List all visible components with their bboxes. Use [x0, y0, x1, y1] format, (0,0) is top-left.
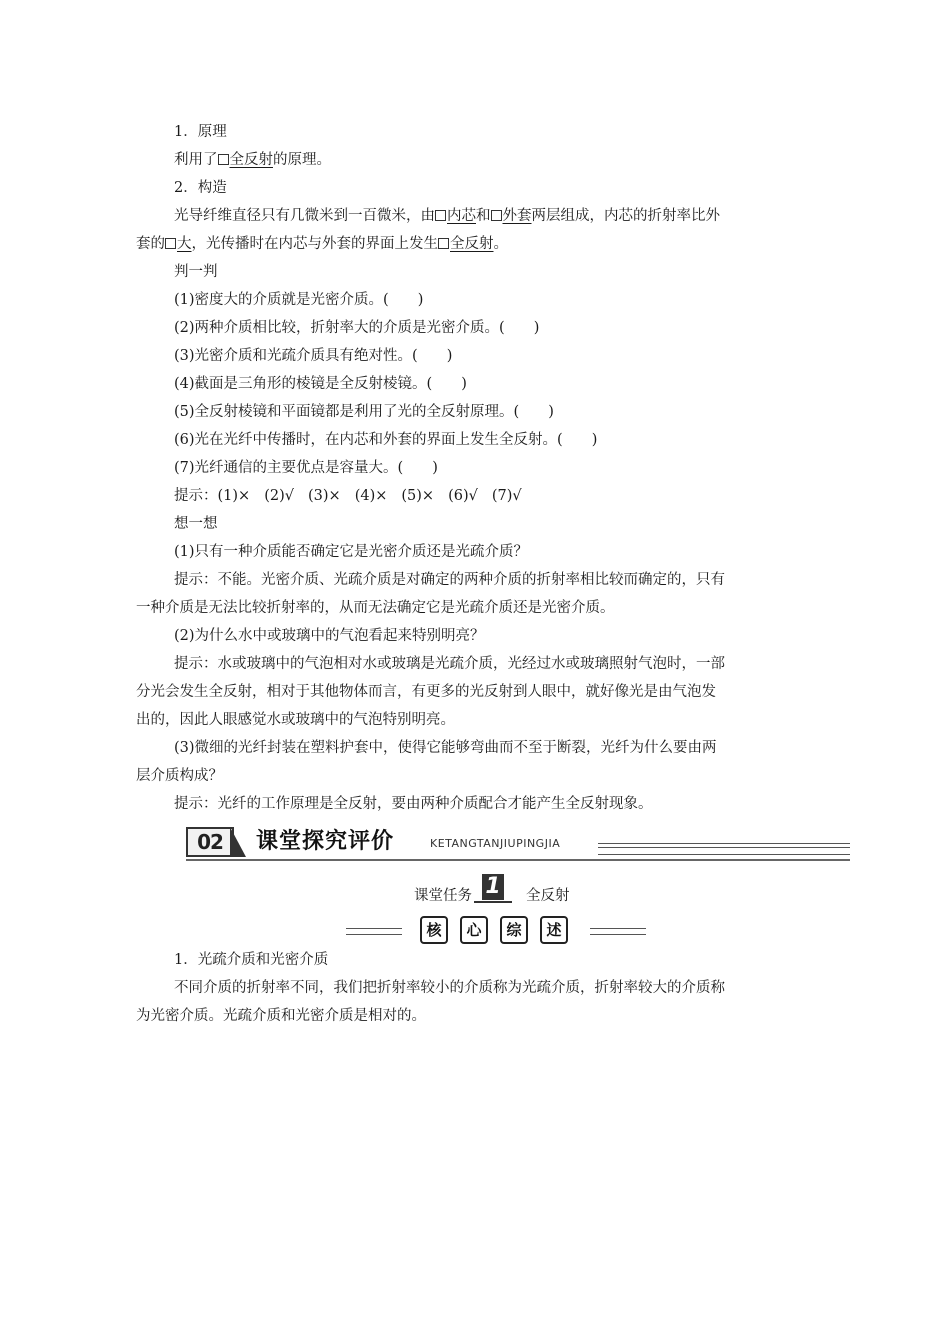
think-answer: 出的，因此人眼感觉水或玻璃中的气泡特别明亮。 — [136, 712, 455, 728]
answer: (2)√ — [264, 488, 294, 504]
answer: (6)√ — [448, 488, 478, 504]
judge-item: (7)光纤通信的主要优点是容量大。( ) — [174, 460, 438, 476]
answer-text: 大 — [177, 236, 192, 252]
paragraph-structure-line2 — [136, 230, 816, 258]
answer-blank — [218, 152, 274, 168]
blank-box-icon — [435, 210, 446, 221]
section-banner — [186, 823, 850, 863]
heading-structure: 2．构造 — [174, 180, 227, 196]
paragraph-structure-line1 — [136, 202, 854, 230]
think-answer: 提示：不能。光密介质、光疏介质是对确定的两种介质的折射率相比较而确定的，只有 — [174, 572, 725, 588]
judge-item: (1)密度大的介质就是光密介质。( ) — [174, 292, 424, 308]
judge-heading: 判一判 — [174, 264, 218, 280]
task-prefix: 课堂任务 — [414, 888, 472, 904]
answer-blank — [491, 208, 532, 224]
judge-answers — [136, 482, 854, 510]
blank-box-icon — [218, 154, 229, 165]
answer: (5)× — [401, 488, 435, 504]
answer-blank — [435, 208, 476, 224]
text: 和 — [476, 208, 491, 224]
section-pinyin: KETANGTANJIUPINGJIA — [430, 837, 561, 850]
body-paragraph: 为光密介质。光疏介质和光密介质是相对的。 — [136, 1008, 426, 1024]
answer: (3)× — [307, 488, 341, 504]
judge-item: (2)两种介质相比较，折射率大的介质是光密介质。( ) — [174, 320, 540, 336]
blank-box-icon — [165, 238, 176, 249]
body-heading: 1．光疏介质和光密介质 — [174, 952, 329, 968]
section-number: 02 — [186, 827, 234, 857]
answer-blank — [165, 236, 192, 252]
banner-slash-icon — [230, 827, 246, 857]
task-heading — [414, 874, 614, 906]
answer: (7)√ — [491, 488, 522, 504]
judge-item: (3)光密介质和光疏介质具有绝对性。( ) — [174, 348, 453, 364]
body-paragraph: 不同介质的折射率不同，我们把折射率较小的介质称为光疏介质，折射率较大的介质称 — [174, 980, 725, 996]
answer-blank — [438, 236, 494, 252]
text: 光导纤维直径只有几微米到一百微米，由 — [174, 208, 435, 224]
think-heading: 想一想 — [174, 516, 218, 532]
text: 的原理。 — [273, 152, 331, 168]
banner-rule-lines — [598, 843, 850, 855]
text: ，光传播时在内芯与外套的界面上发生 — [191, 236, 438, 252]
core-char: 述 — [540, 916, 568, 944]
answer: (1)× — [217, 488, 251, 504]
judge-item: (5)全反射棱镜和平面镜都是利用了光的全反射原理。( ) — [174, 404, 554, 420]
blank-box-icon — [491, 210, 502, 221]
judge-item: (6)光在光纤中传播时，在内芯和外套的界面上发生全反射。( ) — [174, 432, 598, 448]
think-question: 层介质构成？ — [136, 768, 223, 784]
heading-principle: 1．原理 — [174, 124, 227, 140]
think-answer: 一种介质是无法比较折射率的，从而无法确定它是光疏介质还是光密介质。 — [136, 600, 615, 616]
text: 利用了 — [174, 152, 218, 168]
hint-label: 提示： — [174, 488, 218, 504]
answer-text: 内芯 — [447, 208, 476, 224]
answer-text: 外套 — [502, 208, 532, 224]
text: 。 — [493, 236, 508, 252]
task-name: 全反射 — [526, 888, 570, 904]
section-title: 课堂探究评价 — [256, 829, 395, 854]
core-char: 核 — [420, 916, 448, 944]
core-char: 心 — [460, 916, 488, 944]
think-question: (1)只有一种介质能否确定它是光密介质还是光疏介质？ — [174, 544, 529, 560]
think-answer: 分光会发生全反射，相对于其他物体而言，有更多的光反射到人眼中，就好像光是由气泡发 — [136, 684, 716, 700]
answer-text: 全反射 — [229, 152, 273, 168]
core-char: 综 — [500, 916, 528, 944]
think-answer: 提示：水或玻璃中的气泡相对水或玻璃是光疏介质，光经过水或玻璃照射气泡时，一部 — [174, 656, 725, 672]
decor-lines-right — [590, 928, 646, 935]
paragraph-principle — [136, 146, 854, 174]
decor-lines-left — [346, 928, 402, 935]
task-number: 1 — [482, 874, 504, 900]
banner-underline — [186, 859, 850, 861]
answer: (4)× — [354, 488, 388, 504]
blank-box-icon — [438, 238, 449, 249]
text: 两层组成，内芯的折射率比外 — [531, 208, 720, 224]
judge-item: (4)截面是三角形的棱镜是全反射棱镜。( ) — [174, 376, 467, 392]
think-question: (2)为什么水中或玻璃中的气泡看起来特别明亮？ — [174, 628, 485, 644]
think-answer: 提示：光纤的工作原理是全反射，要由两种介质配合才能产生全反射现象。 — [174, 796, 653, 812]
text: 套的 — [136, 236, 165, 252]
core-summary-heading — [346, 914, 646, 948]
answer-text: 全反射 — [450, 236, 494, 252]
think-question: (3)微细的光纤封装在塑料护套中，使得它能够弯曲而不至于断裂，光纤为什么要由两 — [174, 740, 717, 756]
